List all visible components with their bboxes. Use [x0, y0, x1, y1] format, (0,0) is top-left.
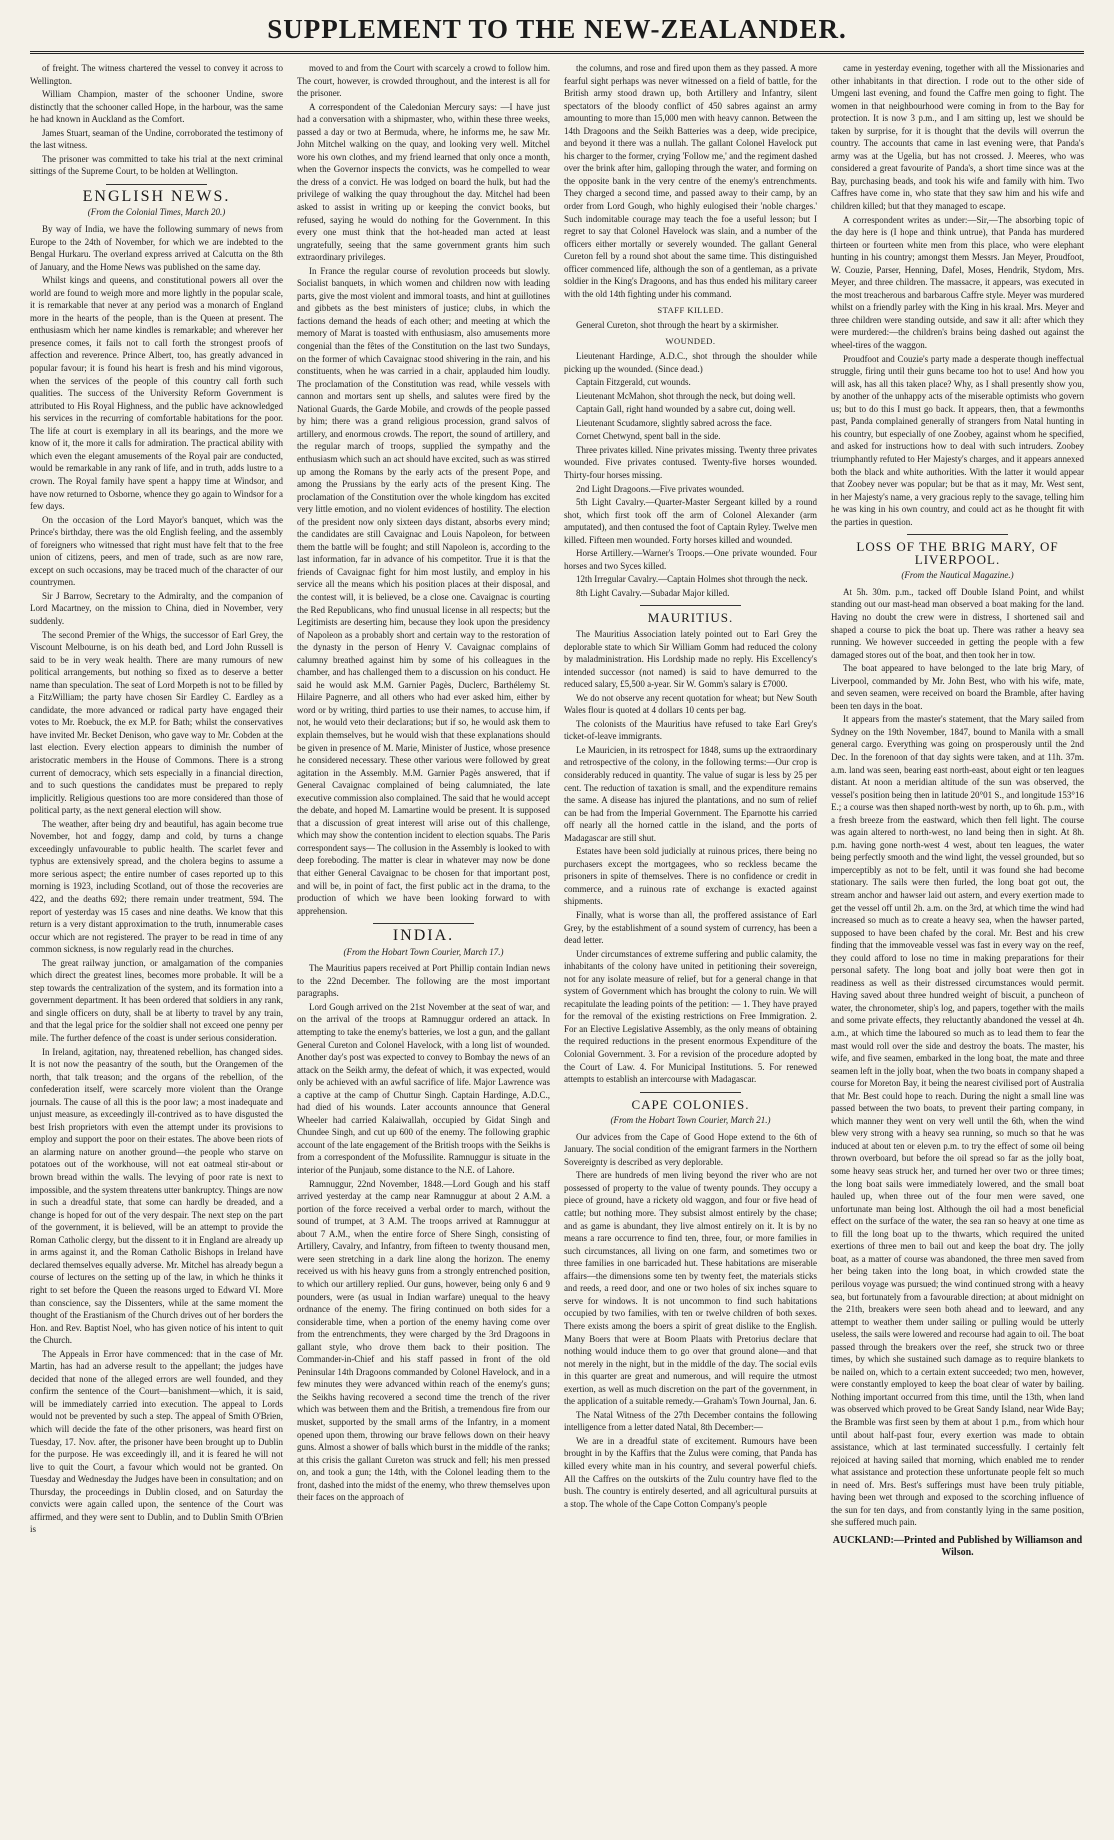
article-paragraph: Our advices from the Cape of Good Hope extend to the 6th of January. The social condition of the emigrant farmers in the Northern Sovereignty is described as very deplorable.	[564, 1131, 817, 1167]
article-paragraph: Three privates killed. Nine privates missing. Twenty three privates wounded. Five privates contused. Twenty-five horses wounded. Thirty-four horses missing.	[564, 444, 817, 480]
section-heading-cape-colonies: CAPE COLONIES.	[631, 1096, 750, 1112]
article-paragraph: 5th Light Cavalry.—Quarter-Master Sergeant killed by a round shot, which first took off the arm of Colonel Alexander (arm amputated), and then contused the foot of Captain Ryley. Twelve men killed. Fifteen men wounded. Forty horses killed and wounded.	[564, 497, 817, 545]
article-paragraph: Lord Gough arrived on the 21st November at the seat of war, and on the arrival of the troops at Ramnuggur ordered an attack. In attempting to take the enemy's batteries, we lost a gun, and the gallant General Cureton and Colonel Havelock, with a long list of wounded. Another day's post was expected to convey to Bombay the news of an attack on the Seikh army, the defeat of which, it was expected, would only be achieved with an awful sacrifice of life. Major Lawrence was a captive at the camp of Chuttur Singh. Captain Hardinge, A.D.C., had died of his wounds. Later accounts announce that General Wheeler had carried Kalaiwallah, occupied by Gidat Singh and Chundee Singh, and cut up 600 of the enemy. The following graphic account of the late engagement of the British troops with the Seikhs is from a correspondent of the Mofussilite. Ramnuggur is situate in the interior of the Punjaub, some distance to the N.E. of Lahore.	[297, 1001, 550, 1176]
article-paragraph: Lieutenant Hardinge, A.D.C., shot through the shoulder while picking up the wounded. (Since dead.)	[564, 351, 817, 374]
article-paragraph: The Mauritius papers received at Port Phillip contain Indian news to the 22nd December. The following are the most important paragraphs.	[297, 963, 550, 999]
article-paragraph: Cornet Chetwynd, spent ball in the side.	[576, 431, 721, 442]
article-paragraph: Ramnuggur, 22nd November, 1848.—Lord Gough and his staff arrived yesterday at the camp near Ramnuggur at about 2 A.M. a portion of the force received a verbal order to march, without the sound of trumpet, at 3 A.M. The troops arrived at Ramnuggur at about 7 A.M., when the entire force of Shere Singh, consisting of Artillery, Cavalry, and Infantry, from fifteen to twenty thousand men, were seen stretching in a dark line along the horizon. The enemy received us with his heavy guns from a strongly entrenched position, to which our artillery replied. Our guns, however, being only 6 and 9 pounders, were (as usual in Indian warfare) unequal to the heavy ordnance of the enemy. The firing continued on both sides for a considerable time, when a portion of the enemy having come over from the entrenchments, they were charged by the 3rd Dragoons in gallant style, who drove them back to their position. The Commander-in-Chief and his staff passed in front of the old Peninsular 14th Dragoons commanded by Colonel Havelock, and in a few minutes they were advanced within reach of the enemy's guns; the Seikhs having recovered a second time the trench of the river which was between them and the British, a tremendous fire from our musket, supported by the small arms of the Infantry, in a moment opened upon them, throwing our brave fellows down on their heavy guns. Almost a shower of balls which burst in the middle of the ranks; at this crisis the gallant Cureton was struck and fell; his men pressed on, and took a gun; the 14th, with the Colonel leading them to the front, dashed into the midst of the enemy, who threw themselves upon their faces on the approach of	[297, 1178, 550, 1503]
article-paragraph: A correspondent of the Caledonian Mercury says: —I have just had a conversation with a shipmaster, who, within these three weeks, passed a day or two at Bermuda, where, he informs me, he saw Mr. John Mitchel walking on the quay, and looking very well. Mitchel wore his own clothes, and my friend learned that only once a month, when the Governor inspects the convicts, was he compelled to wear the dress of a convict. He was lodged on board the hulk, but had the privilege of walking the quay throughout the day. Mitchel had been asked to assist in writing up or keeping the convict books, but refused, saying he would do nothing for the Government. In this every one must think that the hot-headed man acted at least ungratefully, seeing that the same government grants him such extraordinary privileges.	[297, 101, 550, 263]
court-report-continued	[30, 62, 283, 178]
article-paragraph: Le Mauricien, in its retrospect for 1848, sums up the extraordinary and retrospective of the colony, in the following terms:—Our crop is considerably reduced in quantity. The value of sugar is less by 25 per cent. The reduction of taxation is small, and the expenditure remains the same. A disease has injured the plantations, and no sum of relief can be had from the Imperial Government. The Eparnotte his carried off nearly all the horned cattle in the island, and the ports of Madagascar are still shut.	[564, 744, 817, 843]
article-paragraph: William Champion, master of the schooner Undine, swore distinctly that the schooner called Hope, in the harbour, was the same he had known in Auckland as the Comfort.	[30, 89, 283, 125]
printer-colophon: AUCKLAND:—Printed and Published by Williamson and Wilson.	[832, 1534, 1083, 1559]
cape-body	[564, 1131, 817, 1510]
section-source: (From the Nautical Magazine.)	[901, 570, 1014, 581]
article-paragraph: Horse Artillery.—Warner's Troops.—One private wounded. Four horses and two Syces killed.	[564, 548, 817, 571]
article-paragraph: The boat appeared to have belonged to the late brig Mary, of Liverpool, commanded by Mr. John Best, who with his wife, mate, and seven seamen, were received on board the Bramble, after having been ten days in the boat.	[831, 663, 1084, 711]
english-news-continued	[297, 62, 550, 917]
article-paragraph: In Ireland, agitation, nay, threatened rebellion, has changed sides. It is not now the peasantry of the south, but the Orangemen of the north, that talk treason; and the organs of the rebellion, of the confederation itself, were scarcely more violent than the Orange journals. The cause of all this is the poor law; a most inadequate and unjust measure, as exceedingly ill-contrived as to have disgusted the best Irish proprietors with even the attempt under its provisions to employ and support the poor on their estates. The above been riots of an alarming nature on another ground—the people who starve on potatoes out of the workhouse, will not eat oatmeal stir-about or brown bread within the walls. The levying of poor rate is next to impossible, and the system threatens utter bankruptcy. Things are now in such a dreadful state, that some can hardly be dreaded, and a change is hoped for out of the very despair. The next step on the part of the government, it is believed, will be an attempt to provide the Roman Catholic clergy, but the dissent to it in England are already up in arms against it, and the Roman Catholic Bishops in Ireland have declared themselves equally adverse. Mr. Mitchel has already begun a course of lectures on the setting up of the law, in which he thinks it right to set before the Queen the reasons urged to Edward VI. More than conscience, say the Dissenters, while at the same moment the thought of the Erastianism of the Church drives out of her borders the Hon. and Rev. Baptist Noel, who has given notice of his intent to quit the Church.	[30, 1046, 283, 1346]
article-paragraph: Lieutenant Scudamore, slightly sabred across the face.	[576, 417, 772, 428]
article-paragraph: Proudfoot and Couzie's party made a desperate though ineffectual struggle, firing until their guns became too hot to use! And how you will ask, has all this taken place? Why, as I shall presently show you, by another of the unhappy acts of the miserable optimists who govern us; but to do this I must go back. It appears, then, that a fewmonths past, Panda complained generally of strangers from Natal hunting in his country, but especially of one Zoobey, against whom he specified, and asked for instructions how to deal with such intruders. Zoobey triumphantly refuted to Her Majesty's charges, and it appears annexed both the black and white authorities. With the latter it would appear that Zoobey never was popular; but be that as it may, Mr. West sent, in her Majesty's name, a very gracious reply to the savage, telling him he was king in his own country, and could act as he thought fit with the parties in question.	[831, 353, 1084, 527]
article-paragraph: Whilst kings and queens, and constitutional powers all over the world are found to weigh more and more lightly in the popular scale, it is remarkable that never at any period was a monarch of England more in the hearts of the people, than is the Queen at present. The enthusiasm which her name kindles is remarkable; and wherever her presence comes, it fails not to call forth the strongest proofs of affection and reverence. Prince Albert, too, has greatly advanced in popular favour; it is found his heart is fresh and his mind vigorous, when the services of the people of this country call forth such qualities. The success of the University Reform Government is attributed to His Royal Highness, and the public have acknowledged his services in the recurring of comfortable habitations for the poor. The life at court is exemplary in all its bearings, and the more we know of it, the more it calls for admiration. The practical ability with which even the elegant amusements of the Royal pair are conducted, would be remarkable in any rank of life, and in truth, adds lustre to a crown. The Royal family have spent a happy time at Windsor, and have now returned to Osborne, whence they go again to Windsor for a few days.	[30, 275, 283, 512]
article-paragraph: 2nd Light Dragoons.—Five privates wounded.	[576, 483, 744, 494]
article-paragraph: The great railway junction, or amalgamation of the companies which direct the greatest lines, becomes more probable. It will be a step towards the centralization of the system, and its formation into a government department. It has been ordered that soldiers in any rank, and single officers on duty, shall be at liberty to travel by any train, and that the legal price for the soldier shall not exceed one penny per mile. The further defence of the coast is under serious consideration.	[30, 957, 283, 1044]
article-paragraph: We are in a dreadful state of excitement. Rumours have been brought in by the Kaffirs that the Zulus were coming, that Panda has killed every white man in his country, and several powerful chiefs. All the Caffres on the outskirts of the Zulu country have fled to the bush. The country is entirely deserted, and all agricultural pursuits at a stop. The whole of the Cape Cotton Company's people	[564, 1435, 817, 1509]
article-paragraph: A correspondent writes as under:—Sir,—The absorbing topic of the day here is (I hope and think untrue), that Panda has murdered thirteen or fourteen white men from this place, who were elephant hunting in his country; amongst them Messrs. Jan Meyer, Proudfoot, W. Couzie, Parser, Henning, Dafel, Moses, Hendrik, Stydom, Mrs. Meyer, and three children. The massacre, it appears, was executed in the most treacherous and barbarous Caffre style. Meyer was murdered whilst on a friendly parley with the King in his kraal. Mrs. Meyer and three children were standing outside, and saw it all: after which they were murdered:—the children's brains being dashed out against the wheel-tires of the waggon.	[831, 214, 1084, 351]
section-divider	[640, 605, 741, 606]
section-heading-loss-of-brig-mary: LOSS OF THE BRIG MARY, OF LIVERPOOL.	[856, 539, 1059, 567]
section-divider	[907, 534, 1008, 535]
article-paragraph: Captain Fitzgerald, cut wounds.	[576, 377, 691, 388]
english-news-body	[30, 223, 283, 1536]
section-divider	[106, 184, 207, 185]
article-paragraph: Lieutenant McMahon, shot through the neck, but doing well.	[576, 390, 796, 401]
article-paragraph: The prisoner was committed to take his trial at the next criminal sittings of the Supreme Court, to be holden at Wellington.	[30, 153, 283, 177]
section-heading-mauritius: MAURITIUS.	[647, 610, 734, 626]
article-paragraph: The second Premier of the Whigs, the successor of Earl Grey, the Viscount Melbourne, is on his death bed, and Lord John Russell is said to be in very weak health. There are many rumours of new political arrangements, but nothing so fixed as to deserve a better name than speculation. The seat of Lord Morpeth is not to be filled by a FitzWilliam; the party have chosen Sir Eardley C. Eardley as a candidate, the more advanced or radical party have engaged their votes to Mr. Roebuck, the ex M.P. for Bath; whilst the conservatives have invited Mr. Becket Denison, who gave way to Mr. Cobden at the last election. Every election appears to diminish the number of aristocratic members in the House of Commons. There is a strong current of democracy, which sets especially in a financial direction, and to such questions the candidates must be prepared to reply implicitly. Religious questions too are more considered than those of political party, as the next general election will show.	[30, 629, 283, 816]
section-heading-english-news: ENGLISH NEWS.	[82, 187, 231, 205]
article-paragraph: The Natal Witness of the 27th December contains the following intelligence from a letter dated Natal, 8th December:—	[564, 1409, 817, 1433]
wounded-list	[564, 350, 817, 599]
column-2	[297, 62, 550, 1832]
article-paragraph: came in yesterday evening, together with all the Missionaries and other inhabitants in that direction. I rode out to the other side of Umgeni last evening, and found the Caffre men going to fight. The women in that neighbourhood were coming in from to the Bay for protection. It is now 3 p.m., and I am sitting up, lest we should be taken by surprise, for it is thought that the devils will overrun the country. The accounts that came in last evening were, that Panda's army was at the Ugelia, but has not crossed. J. Meeres, who was considered a great favourite of Panda's, a short time since was at the Bay, purchasing beads, and took his wife and family with him. Two Caffres have come in, who state that they saw him and his wife and children killed; but that they managed to escape.	[831, 63, 1084, 212]
article-paragraph: Under circumstances of extreme suffering and public calamity, the inhabitants of the colony have united in petitioning their sovereign, not for any isolate measure of relief, but for a general change in that system of Government which has brought the colony to ruin. We will recapitulate the leading points of the petition: — 1. They have prayed for the removal of the existing restrictions on Free Immigration. 2. For an Elective Legislative Assembly, as the only means of obtaining the required reductions in the present enormous Expenditure of the Colonial Government. 3. For a revision of the procedure adopted by the Court of Law. 4. For Municipal Institutions. 5. For renewed attempts to establish an intercourse with Madagascar.	[564, 948, 817, 1085]
section-source: (From the Colonial Times, March 20.)	[87, 207, 226, 218]
article-paragraph: Finally, what is worse than all, the proffered assistance of Earl Grey, by the establishment of a sound system of currency, has been a dead letter.	[564, 910, 817, 946]
article-paragraph: Estates have been sold judicially at ruinous prices, there being no purchasers except the mortgagees, who so reckless became the prisoners in spite of themselves. There is no confidence or credit in commerce, and a ruinous rate of exchange is exacted against shipments.	[564, 846, 817, 907]
article-paragraph: In France the regular course of revolution proceeds but slowly. Socialist banquets, in which women and children now with leading parts, give the most violent and immoral toasts, and hint at guillotines and gibbets as the best ministers of justice; clubs, in which the factions demand the heads of each other; and meeting at which the memory of Marat is toasted with enthusiasm, also amusements more congenial than the fêtes of the Constitution on the last two Sundays, on the former of which Cavaignac stood shivering in the rain, and his constituents, when he was carried in a chair, applauded him loudly. The proclamation of the Constitution was read, while vessels with cannon and mortars sent up shells, and salutes were fired by the National Guards, the Garde Mobile, and crowds of the people passed by him; there was a grand religious procession, grand salvos of artillery, and enormous crowds. The report, the sound of artillery, and the regular march of troops, supplied the sympathy and the enthusiasm which such an act should have excited, such as was stirred up among the Romans by the early acts of the present Pope, and among the Prussians by the early acts of the present King. The proclamation of the Constitution over the whole kingdom has excited very little emotion, and no violent evidences of hostility. The election of the president now only sixteen days distant, absorbs every mind; the candidates are still Cavaignac and Louis Napoleon, for between them the battle will be fought; and still Napoleon is, according to the last information, far in advance of his competitor. True it is that the friends of Cavaignac fight for him most lustily, and employ in his service all the means which his position places at their disposal, and the contest will, it is believed, be a close one. Cavaignac is courting the Red Republicans, who find unusual license in all respects; but the Legitimists are deserting him, because they look upon the presidency of Napoleon as a probably short and certain way to the restoration of the dynasty in the person of Henry V. Cavaignac complains of calumny breathed against him by some of his colleagues in the chamber, and has challenged them to a discussion on his conduct. He said he would ask M.M. Garnier Pagès, Duclerc, Barthélemy St. Hilaire Pagnerre, and all others who had ever asked him, either by word or by writing, third parties to use their names, to accuse him, if not, he would veto their declarations; but if so, he would ask them to explain themselves, but he would wish that these explanations should be given in presence of M. Marie, Minister of Justice, whose presence he considered necessary. These other various were followed by great agitation in the Assembly. M.M. Garnier Pagès answered, that if General Cavaignac complained of being calumniated, the late executive commission also complained. The said that he would accept the debate, and hoped M. Lamartine would be present. It is supposed that a discussion of great interest will arise out of this challenge, which may show the contention incident to election squabs. The Paris correspondent says— The collusion in the Assembly is looked to with deep foreboding. The matter is clear in whatever may now be done that either General Cavaignac to be chosen for that important post, and will be, in point of fact, the first public act in the drama, to the production of which we have been looking forward to with apprehension.	[297, 265, 550, 916]
article-paragraph: At 5h. 30m. p.m., tacked off Double Island Point, and whilst standing out our mast-head man observed a boat making for the land. Having no doubt the crew were in distress, I shortened sail and shaped a course to pick the boat up. There was rather a heavy sea running. We however succeeded in getting the people with a few damaged stores out of the boat, and then took her in tow.	[831, 586, 1084, 660]
column-3	[564, 62, 817, 1832]
mauritius-body	[564, 628, 817, 1086]
cape-continued	[831, 62, 1084, 528]
article-paragraph: The weather, after being dry and beautiful, has again become true November, hot and foggy, damp and cold, by turns a change exceedingly unfavourable to public health. The scarlet fever and typhus are extensively spread, and the cholera begins to assume a more serious aspect; the entire number of cases reported up to this morning is 1923, including Scotland, out of those the recoveries are 422, and the deaths 692; there remain under treatment, 594. The report of yesterday was 15 cases and nine deaths. We know that this return is a very distant approximation to the truth, innumerable cases occur which are not registered. The prayer to be read in time of any common sickness, is now regularly read in the churches.	[30, 818, 283, 955]
article-paragraph: We do not observe any recent quotation for wheat; but New South Wales flour is quoted at 4 dollars 10 cents per bag.	[564, 692, 817, 716]
section-heading-india: INDIA.	[392, 927, 455, 945]
article-paragraph: 12th Irregular Cavalry.—Captain Holmes shot through the neck.	[576, 574, 808, 585]
wounded-heading: WOUNDED.	[665, 336, 716, 347]
column-1	[30, 62, 283, 1832]
article-paragraph: The Appeals in Error have commenced: that in the case of Mr. Martin, has had an adverse result to the appellant; the judges have decided that none of the alleged errors are well founded, and they confirm the sentence of the Court—banishment—which, it is said, will be immediately carried into execution. The appeal to Lords would not be prevented by such a step. The appeal of Smith O'Brien, which will decide the fate of the other prisoners, was heard first on Tuesday, 17. Nov. after, the prisoner have been brought up to Dublin for the purpose. He was exceedingly ill, and it is feared he will not live to quit the Court, a favour which would not be granted. On Tuesday and Wednesday the Judges have been in consultation; and on Thursday, the proceedings in Dublin closed, and on Saturday the convicts were again called upon, the sentence of the Court was affirmed, and they were sent to Dublin, and to Dublin Smith O'Brien is	[30, 1348, 283, 1535]
section-source: (From the Hobart Town Courier, March 17.)	[343, 946, 504, 957]
article-paragraph: Sir J Barrow, Secretary to the Admiralty, and the companion of Lord Macartney, on the mission to China, died in November, very suddenly.	[30, 590, 283, 626]
masthead-rule	[30, 51, 1084, 54]
staff-killed-entry: General Cureton, shot through the heart by a skirmisher.	[576, 319, 779, 330]
article-paragraph: of freight. The witness chartered the vessel to convey it across to Wellington.	[30, 63, 283, 86]
article-paragraph: It appears from the master's statement, that the Mary sailed from Sydney on the 19th November, 1847, bound to Manila with a small general cargo. Everything was going on prosperously until the 2nd Dec. In the forenoon of that day sights were taken, and at 11h. 37m. a.m. land was seen, bearing east north-east, about eight or ten leagues distant. At noon a meridian altitude of the sun was observed, the vessel's position being then in latitude 20°01 S., and longitude 153°16 E.; a course was then shaped north-west by north, up to 6h. p.m., with a fresh breeze from the eastward, which then fell light. The course was again altered to north-west, no land being then in sight. At 8h. p.m. having gone north-west 4 west, about ten leagues, the water being perfectly smooth and the wind light, the vessel grounded, but so imperceptibly as not to be felt, until it was found she had become stationary. The sails were then furled, the long boat got out, the stream anchor and hawser laid out astern, and every exertion made to get the vessel off until 2h. a.m. on the 3rd, at which time the wind had increased so much as to create a heavy sea, when the hawser parted, supposed to have been chafed by the coral. Mr. Best and his crew finding that the immoveable vessel was fast in every way on the reef, they could afford to lose no time in making preparations for their personal safety. The long boat and jolly boat were then got in readiness as well as their distressed circumstances would permit. Having saved about three hundred weight of biscuit, a puncheon of water, the chronometer, ship's log, and papers, together with the mails and some private effects, they reluctantly abandoned the vessel at 4h. a.m., at which time the laboured so much as to lead them to fear the mast would roll over the side and destroy the boats. The master, his wife, and five seamen, embarked in the long boat, the mate and three seamen left in the jolly boat, when the two boats in company shaped a course for Moreton Bay, it being the nearest civilised port of Australia that Mr. Best could hope to reach. During the night a small line was passed between the two boats, to prevent their parting company, in which manner they went on very well until the 6th, when the wind blew very strong with a heavy sea running, so much so that he was induced at about ten or eleven p.m. to try the effect of some oil being thrown overboard, but before the oil spread so far as the jolly boat, some heavy seas struck her, and turned her over two or three times; the long boat sails were immediately lowered, and the small boat hauled up, when three out of the four men were saved, one unfortunate man being lost. Although the oil had a most beneficial effect on the surface of the water, the sea ran so heavy at one time as to fill the long boat up to the thwarts, which required the united exertions of three men to bail out and keep the boat dry. The jolly boat, as a matter of course was abandoned, the three men saved from her being taken into the long boat, in which crowded state the perilous voyage was pursued; the wind continued strong with a heavy sea, but fortunately from a favourable direction; at about midnight on the 21th, breakers were seen both ahead and to leeward, and any attempt to weather them under sailing or pulling would be utterly useless, the sails were lowered and recourse had again to oil. The boat passed through the breakers over the reef, she struck two or three times, by which she sustained such damage as to require blankets to be nailed on, which to a certain extent succeeded; two men, however, were constantly employed to keep the boat clear of water by bailing. Nothing important occurred from this time, until the 13th, when land was observed which proved to be Great Sandy Island, near Wide Bay; the Bramble was first seen by them at about 1 p.m., from which hour until about half-past four, every exertion was made to obtain assistance, which at last terminated successfully. I certainly felt rejoiced at having sailed that morning, which enabled me to render what assistance and protection these unfortunate people felt so much in need of. Mrs. Best's sufferings must have been truly pitiable, having been wet through and exposed to the scorching influence of the sun for ten days, and from constantly lying in the same position, she suffered much pain.	[831, 714, 1084, 1528]
column-4	[831, 62, 1084, 1832]
article-paragraph: The Mauritius Association lately pointed out to Earl Grey the deplorable state to which Sir William Gomm had reduced the colony by maladministration. His Lordship made no reply. His Excellency's intended successor (not named) is said to have demurred to the reduced salary, £5,500 a-year. Sir W. Gomm's salary is £7000.	[564, 628, 817, 690]
masthead-title: SUPPLEMENT TO THE NEW-ZEALANDER.	[267, 14, 847, 44]
article-paragraph: the columns, and rose and fired upon them as they passed. A more fearful sight perhaps was never witnessed on a field of battle, for the British army stood drawn up, both Artillery and Infantry, silent spectators of the bloody conflict of 450 sabres against an army amounting to more than 15,000 men with heavy cannon. Between the 14th Dragoons and the Seikh Batteries was a deep, wide precipice, and beyond it there was a nullah. The gallant Colonel Havelock put his charger to the former, crying 'Follow me,' and the regiment dashed over the brink after him, galloping through the water, and forming on the opposite bank in the very centre of the enemy's entrenchments. They charged a second time, and passed away to their camp, by an order from Lord Gough, who highly eulogised their 'noble charges.' Such indomitable courage may teach the foe a useful lesson; but I regret to say that Colonel Havelock was slain, and a number of the officers either mortally or severely wounded. The gallant General Cureton fell by a round shot about the same time. This distinguished officer commenced life, although the son of a gentleman, as a private soldier in the King's Dragoons, and has thus ended his military career with the old 14th fighting under his command.	[564, 63, 817, 299]
india-continued	[564, 62, 817, 300]
section-divider	[373, 923, 474, 924]
article-paragraph: By way of India, we have the following summary of news from Europe to the 24th of November, for which we are indebted to the Bengal Hurkaru. The overland express arrived at Calcutta on the 8th of January, and the Home News was published on the same day.	[30, 224, 283, 272]
section-divider	[640, 1092, 741, 1093]
section-source: (From the Hobart Town Courier, March 21.)	[610, 1115, 771, 1126]
article-paragraph: There are hundreds of men living beyond the river who are not possessed of property to the value of twenty pounds. They occupy a piece of ground, have a rickety old waggon, and four or five head of cattle; but nothing more. They subsist almost entirely by the chase; and as game is abundant, they live almost entirely on it. It is by no means a rare occurrence to find ten, three, four, or more families in such circumstances, all living on one farm, and sometimes two or three families in one barricaded hut. These habitations are miserable affairs—the dimensions some ten by twenty feet, the materials sticks and reeds, a reed door, and one or two holes of six inches square to serve for windows. It is not uncommon to find such habitations occupied by two families, with ten or twelve children of both sexes. There exists among the boers a spirit of great dislike to the English. Many Boers that were at Boom Plaats with Pretorius declare that nothing would induce them to go over that ground alone—and that not merely in the night, but in the middle of the day. The social evils in this quarter are great and numerous, and will require the utmost exertion, as well as much discretion on the part of the government, in the application of a suitable remedy.—Graham's Town Journal, Jan. 6.	[564, 1170, 817, 1407]
article-paragraph: On the occasion of the Lord Mayor's banquet, which was the Prince's birthday, there was the old English feeling, and the assembly of foreigners who witnessed that right must have felt that to the free union of citizens, peers, and men of trade, such as are now rare, except on such occasions, may be traced much of the character of our countrymen.	[30, 514, 283, 588]
article-paragraph: 8th Light Cavalry.—Subadar Major killed.	[576, 587, 730, 598]
brig-mary-body	[831, 586, 1084, 1529]
staff-killed-heading: STAFF KILLED.	[657, 305, 724, 316]
article-paragraph: moved to and from the Court with scarcely a crowd to follow him. The court, however, is crowded throughout, and the interest is all for the prisoner.	[297, 63, 550, 99]
india-body	[297, 962, 550, 1504]
columns	[30, 62, 1084, 1832]
article-paragraph: Captain Gall, right hand wounded by a sabre cut, doing well.	[576, 404, 796, 415]
article-paragraph: James Stuart, seaman of the Undine, corroborated the testimony of the last witness.	[30, 127, 283, 151]
article-paragraph: The colonists of the Mauritius have refused to take Earl Grey's ticket-of-leave immigrants.	[564, 718, 817, 742]
